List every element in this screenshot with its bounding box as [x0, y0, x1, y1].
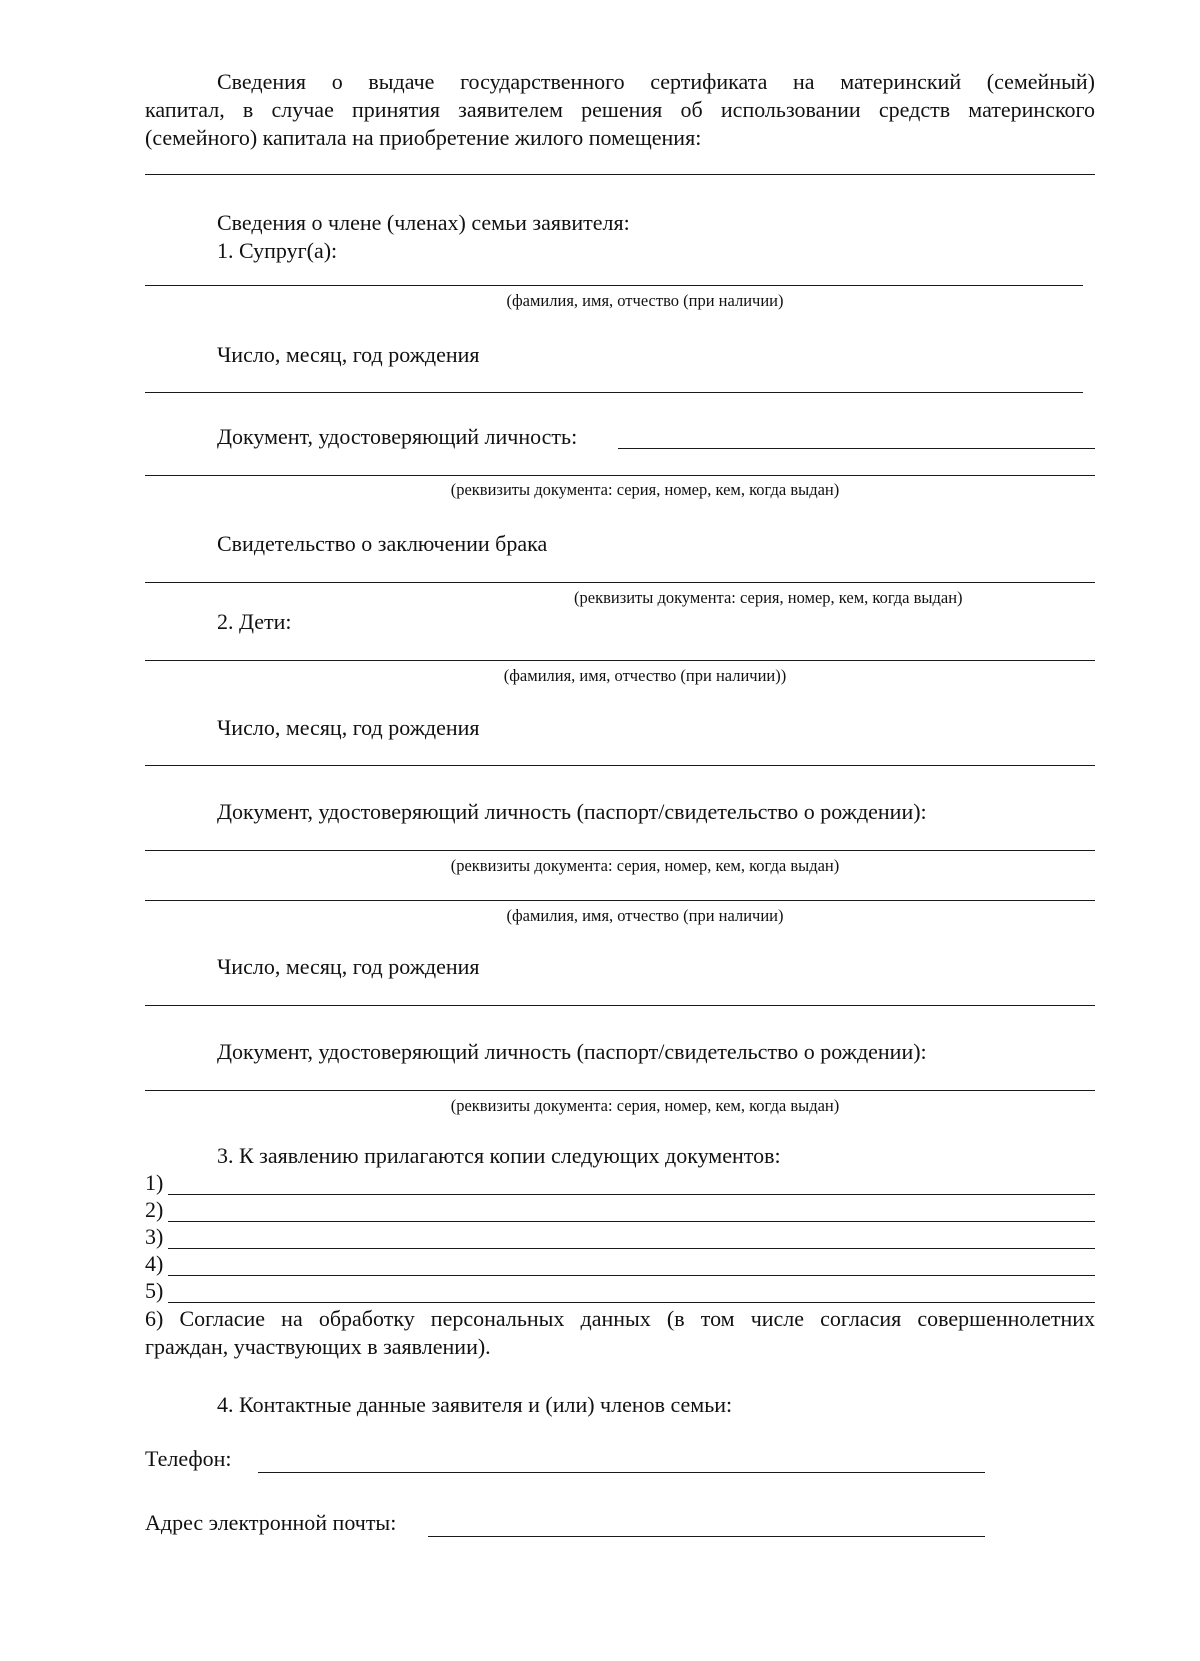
consent-line-1: 6) Согласие на обработку персональных данных (в том числе согласия совершеннолетних	[145, 1306, 1095, 1331]
child1-dob-label: Число, месяц, год рождения	[217, 715, 480, 740]
intro-paragraph	[145, 68, 1095, 152]
attachment-line-4[interactable]	[168, 1275, 1095, 1276]
marriage-line[interactable]	[145, 582, 1095, 583]
child1-id-line[interactable]	[145, 850, 1095, 851]
spouse-id-line-2[interactable]	[145, 475, 1095, 476]
spouse-id-line[interactable]	[618, 448, 1095, 449]
attachment-line-1[interactable]	[168, 1194, 1095, 1195]
spouse-fio-line[interactable]	[145, 285, 1083, 286]
child2-id-label: Документ, удостоверяющий личность (паспорт/свидетельство о рождении):	[217, 1039, 927, 1064]
attachment-number-3: 3)	[145, 1224, 164, 1249]
spouse-fio-caption: (фамилия, имя, отчество (при наличии)	[506, 291, 784, 310]
intro-line-3: (семейного) капитала на приобретение жилого помещения:	[145, 125, 702, 150]
consent-paragraph	[145, 1305, 1095, 1361]
spouse-dob-line[interactable]	[145, 392, 1083, 393]
attachment-line-5[interactable]	[168, 1302, 1095, 1303]
intro-line-1: Сведения о выдаче государственного сертификата на материнский (семейный)	[217, 69, 1095, 94]
child2-fio-caption: (фамилия, имя, отчество (при наличии)	[506, 906, 784, 925]
attachment-number-5: 5)	[145, 1278, 164, 1303]
spouse-doc-caption: (реквизиты документа: серия, номер, кем, когда выдан)	[450, 480, 840, 499]
child1-dob-line[interactable]	[145, 765, 1095, 766]
child1-id-label: Документ, удостоверяющий личность (паспорт/свидетельство о рождении):	[217, 799, 927, 824]
certificate-field-line[interactable]	[145, 174, 1095, 175]
child1-doc-caption: (реквизиты документа: серия, номер, кем, когда выдан)	[450, 856, 840, 875]
child2-dob-line[interactable]	[145, 1005, 1095, 1006]
consent-line-2: граждан, участвующих в заявлении).	[145, 1334, 491, 1359]
intro-line-2: капитал, в случае принятия заявителем решения об использовании средств материнского	[145, 97, 1095, 122]
attachments-heading: 3. К заявлению прилагаются копии следующих документов:	[217, 1143, 781, 1168]
spouse-dob-label: Число, месяц, год рождения	[217, 342, 480, 367]
marriage-label: Свидетельство о заключении брака	[217, 531, 548, 556]
family-heading: Сведения о члене (членах) семьи заявителя:	[217, 210, 630, 235]
child2-id-line[interactable]	[145, 1090, 1095, 1091]
child2-dob-label: Число, месяц, год рождения	[217, 954, 480, 979]
attachment-number-2: 2)	[145, 1197, 164, 1222]
attachment-line-3[interactable]	[168, 1248, 1095, 1249]
spouse-id-label: Документ, удостоверяющий личность:	[217, 424, 578, 449]
contacts-heading: 4. Контактные данные заявителя и (или) членов семьи:	[217, 1392, 733, 1417]
marriage-doc-caption: (реквизиты документа: серия, номер, кем, когда выдан)	[574, 588, 963, 607]
phone-field-line[interactable]	[258, 1472, 985, 1473]
children-label: 2. Дети:	[217, 609, 292, 634]
child1-fio-caption: (фамилия, имя, отчество (при наличии))	[503, 666, 787, 685]
child1-fio-line[interactable]	[145, 660, 1095, 661]
spouse-label: 1. Супруг(а):	[217, 238, 338, 263]
attachment-number-1: 1)	[145, 1170, 164, 1195]
attachment-number-4: 4)	[145, 1251, 164, 1276]
phone-label: Телефон:	[145, 1446, 232, 1471]
email-field-line[interactable]	[428, 1536, 985, 1537]
attachment-line-2[interactable]	[168, 1221, 1095, 1222]
email-label: Адрес электронной почты:	[145, 1510, 397, 1535]
child2-fio-line[interactable]	[145, 900, 1095, 901]
child2-doc-caption: (реквизиты документа: серия, номер, кем, когда выдан)	[450, 1096, 840, 1115]
